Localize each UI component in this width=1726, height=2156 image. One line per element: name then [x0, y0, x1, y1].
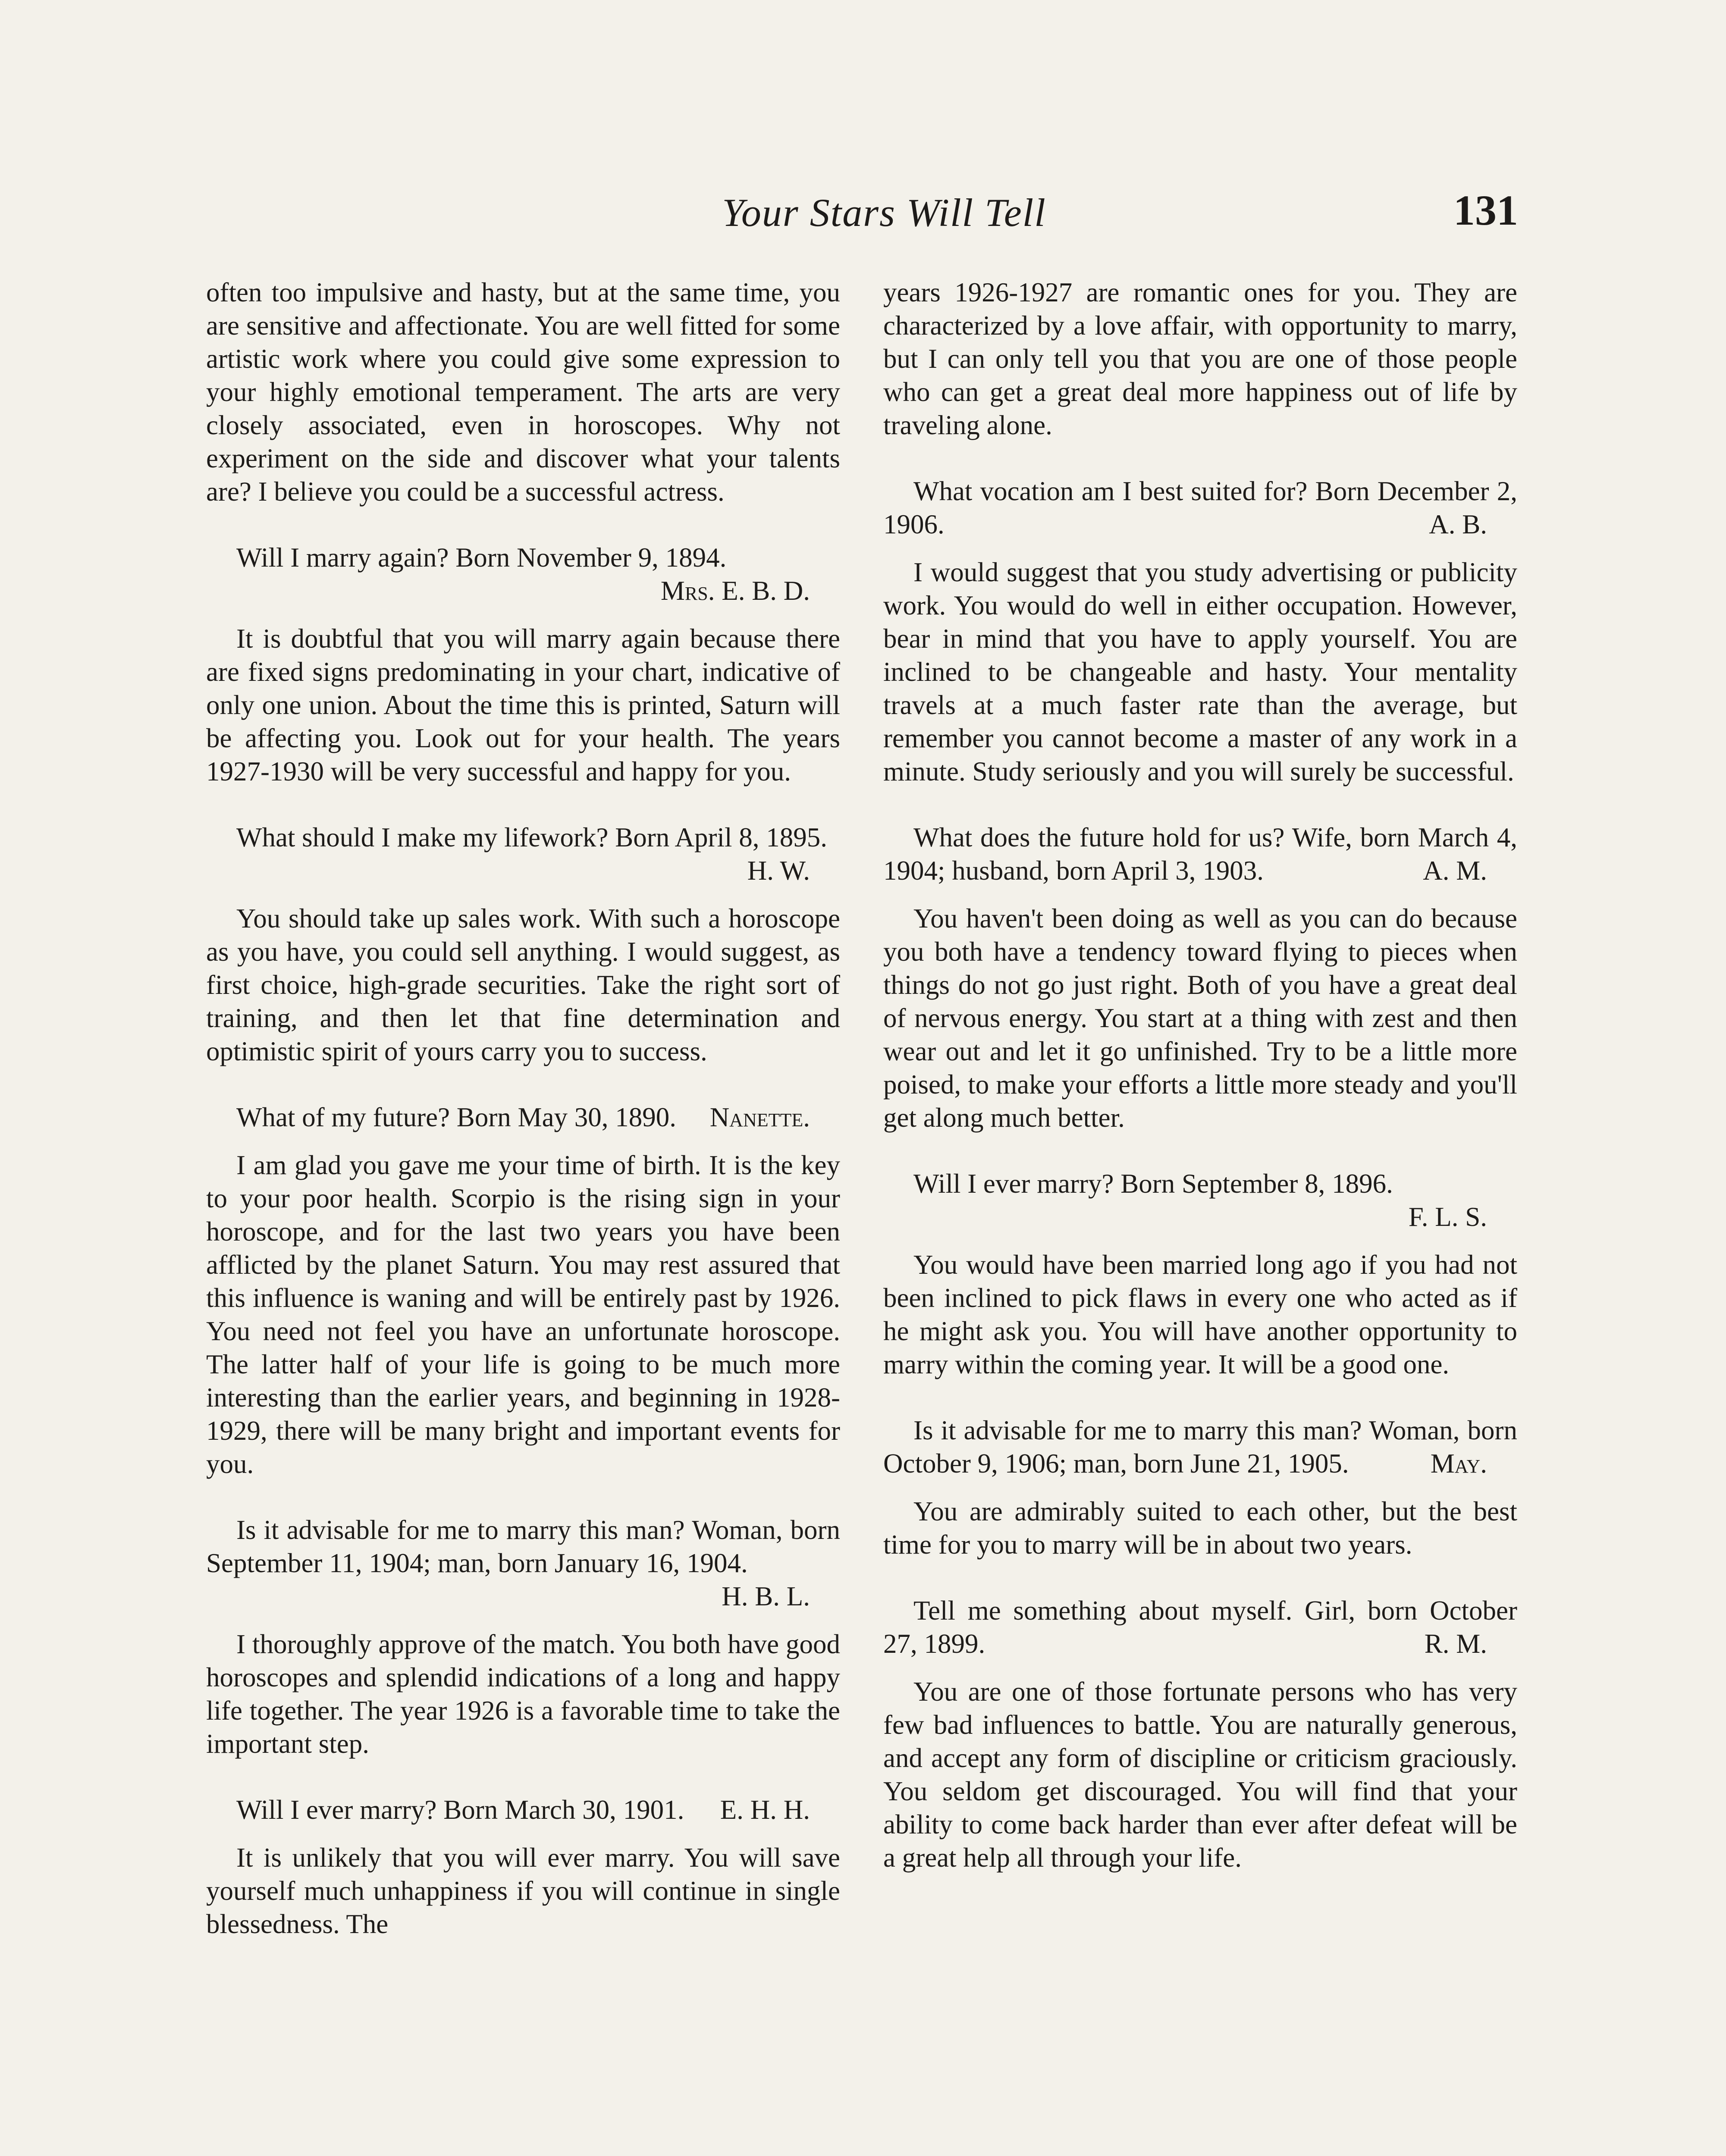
question: What of my future? Born May 30, 1890. Nanette.	[206, 1101, 840, 1134]
question: Is it advisable for me to marry this man? Woman, born October 9, 1906; man, born June 21, 1905. May.	[883, 1414, 1517, 1480]
signature: H. B. L.	[722, 1581, 810, 1611]
answer: You are one of those fortunate persons who has very few bad influences to battle. You are naturally generous, and accept any form of discipline or criticism graciously. You seldom get discouraged. You will find that your ability to come back harder than ever after defeat will be a great help all through your life.	[883, 1677, 1517, 1873]
answer: It is doubtful that you will marry again because there are fixed signs predominating in your chart, indicative of only one union. About the time this is printed, Saturn will be affecting you. Look out for your health. The years 1927-1930 will be very successful and happy for you.	[206, 624, 840, 787]
running-title: Your Stars Will Tell	[722, 191, 1046, 235]
signature: H. W.	[747, 856, 810, 886]
continued-answer: often too impulsive and hasty, but at the same time, you are sensitive and affectionate. You are well fitted for some artistic work where you could give some expression to your highly emotional temperament. The arts are very closely associated, even in horoscopes. Why not experiment on the side and discover what your talents are? I believe you could be a successful actress.	[206, 277, 840, 507]
signature: R. M.	[1424, 1629, 1487, 1659]
question: What vocation am I best suited for? Born December 2, 1906. A. B.	[883, 475, 1517, 541]
left-column	[206, 276, 840, 1941]
signature: May.	[1430, 1448, 1487, 1479]
signature: Nanette.	[709, 1102, 810, 1132]
question: Tell me something about myself. Girl, born October 27, 1899. R. M.	[883, 1594, 1517, 1661]
answer: You haven't been doing as well as you can do because you both have a tendency toward flying to pieces when things do not go just right. Both of you have a great deal of nervous energy. You start at a thing with zest and then wear out and let it go unfinished. Try to be a little more poised, to make your efforts a little more steady and you'll get along much better.	[883, 903, 1517, 1133]
question: Will I ever marry? Born March 30, 1901. E. H. H.	[206, 1793, 840, 1827]
answer: I am glad you gave me your time of birth. It is the key to your poor health. Scorpio is the rising sign in your horoscope, and for the last two years you have been afflicted by the planet Saturn. You may rest assured that this influence is waning and will be entirely past by 1926. You need not feel you have an unfortunate horoscope. The latter half of your life is going to be much more interesting than the earlier years, and beginning in 1928-1929, there will be many bright and important events for you.	[206, 1150, 840, 1479]
question: Will I marry again? Born November 9, 1894. Mrs. E. B. D.	[206, 541, 840, 608]
question: Is it advisable for me to marry this man? Woman, born September 11, 1904; man, born January 16, 1904. H. B. L.	[206, 1514, 840, 1613]
answer: You should take up sales work. With such a horoscope as you have, you could sell anything. I would suggest, as first choice, high-grade securities. Take the right sort of training, and then let that fine determination and optimistic spirit of yours carry you to success.	[206, 903, 840, 1066]
answer: You are admirably suited to each other, but the best time for you to marry will be in about two years.	[883, 1496, 1517, 1560]
signature: Mrs. E. B. D.	[660, 576, 810, 606]
answer: I thoroughly approve of the match. You both have good horoscopes and splendid indications of a long and happy life together. The year 1926 is a favorable time to take the important step.	[206, 1629, 840, 1759]
continued-answer: years 1926-1927 are romantic ones for you. They are characterized by a love affair, with opportunity to marry, but I can only tell you that you are one of those people who can get a great deal more happiness out of life by traveling alone.	[883, 277, 1517, 440]
signature: E. H. H.	[720, 1795, 810, 1825]
right-column	[883, 276, 1517, 1874]
answer: It is unlikely that you will ever marry. You will save yourself much unhappiness if you will continue in single blessedness. The	[206, 1843, 840, 1939]
question: What does the future hold for us? Wife, born March 4, 1904; husband, born April 3, 1903. A. M.	[883, 821, 1517, 887]
page-number: 131	[1453, 186, 1518, 234]
question: Will I ever marry? Born September 8, 1896. F. L. S.	[883, 1167, 1517, 1234]
answer: You would have been married long ago if you had not been inclined to pick flaws in every one who acted as if he might ask you. You will have another opportunity to marry within the coming year. It will be a good one.	[883, 1250, 1517, 1379]
signature: A. M.	[1423, 856, 1487, 886]
question: What should I make my lifework? Born April 8, 1895. H. W.	[206, 821, 840, 887]
signature: A. B.	[1429, 509, 1487, 539]
signature: F. L. S.	[1408, 1202, 1487, 1232]
answer: I would suggest that you study advertising or publicity work. You would do well in either occupation. However, bear in mind that you have to apply yourself. You are inclined to be changeable and hasty. Your mentality travels at a much faster rate than the average, but remember you cannot become a master of any work in a minute. Study seriously and you will surely be successful.	[883, 557, 1517, 787]
